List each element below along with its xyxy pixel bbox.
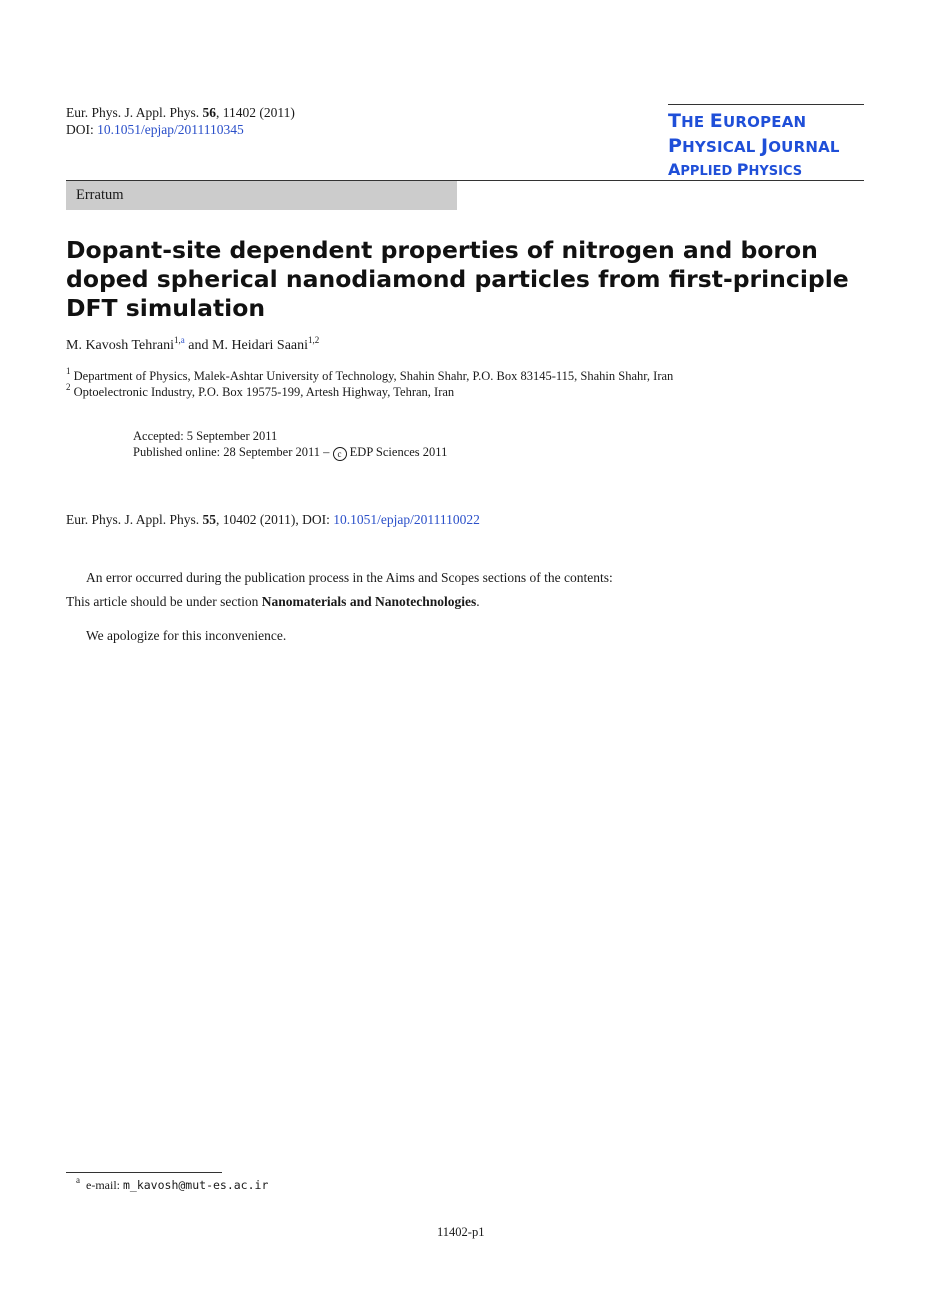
accepted-date: Accepted: 5 September 2011: [133, 429, 278, 443]
journal-subtitle: APPLIED PHYSICS: [668, 160, 803, 179]
journal-top-rule: [668, 104, 864, 105]
article-type-label: Erratum: [76, 187, 124, 203]
body-line-1: An error occurred during the publication process in the Aims and Scopes sections of the contents:: [86, 570, 613, 585]
author-1-affil: 1,: [174, 335, 181, 345]
author-1-footnote-link[interactable]: a: [180, 335, 185, 345]
original-volume: 55: [202, 512, 217, 527]
journal-name-line1: THE EUROPEAN: [668, 110, 807, 132]
author-and: and: [184, 338, 212, 353]
journal-logo: [668, 104, 864, 183]
footnote-rule: [66, 1172, 222, 1173]
doi-link[interactable]: 10.1051/epjap/2011110345: [97, 122, 244, 137]
published-date: Published online: 28 September 2011 – c EDP Sciences 2011: [133, 445, 448, 459]
citation-journal: Eur. Phys. J. Appl. Phys.: [66, 105, 200, 120]
doi-label: DOI:: [66, 122, 94, 137]
citation-article-year: , 11402 (2011): [216, 105, 295, 120]
author-2-affil: 1,2: [308, 335, 320, 345]
citation-block: [66, 104, 295, 138]
article-type-bar: [66, 181, 457, 210]
body-paragraph-1: [66, 566, 866, 614]
original-doi-link[interactable]: 10.1051/epjap/2011110022: [333, 512, 480, 527]
copyright-icon: c: [333, 447, 347, 461]
footnote: $^a$ e-mail: m_kavosh@mut-es.ac.ir: [76, 1175, 269, 1192]
affiliations: [66, 368, 673, 400]
affiliation-1: $^1$ Department of Physics, Malek-Ashtar University of Technology, Shahin Shahr, P.O. Box 83145-115, Shahin Shahr, Iran: [66, 366, 674, 383]
body-line-2: This article should be under section Nanomaterials and Nanotechnologies.: [66, 594, 480, 609]
affiliation-2: $^2$ Optoelectronic Industry, P.O. Box 19575-199, Artesh Highway, Tehran, Iran: [66, 382, 455, 399]
body-paragraph-2: We apologize for this inconvenience.: [86, 628, 287, 643]
page-number: 11402-p1: [437, 1225, 485, 1239]
journal-name-line2: PHYSICAL JOURNAL: [668, 135, 840, 157]
author-2: M. Heidari Saani: [212, 338, 309, 353]
author-1: M. Kavosh Tehrani: [66, 338, 175, 353]
citation-line: [66, 104, 295, 121]
authors: [66, 335, 320, 354]
section-name: Nanomaterials and Nanotechnologies: [261, 594, 477, 609]
original-article-reference: Eur. Phys. J. Appl. Phys. 55, 10402 (2011), DOI: 10.1051/epjap/2011110022: [66, 512, 480, 527]
journal-name: [668, 109, 864, 159]
article-title: Dopant-site dependent properties of nitrogen and boron doped spherical nanodiamond particles from first-principle DFT simulation: [66, 236, 849, 322]
publication-dates: [133, 428, 447, 461]
citation-doi-line: [66, 121, 295, 138]
citation-volume: 56: [202, 105, 217, 120]
footnote-email[interactable]: m_kavosh@mut-es.ac.ir: [122, 1178, 269, 1192]
footnote-mark: a: [76, 1175, 80, 1185]
